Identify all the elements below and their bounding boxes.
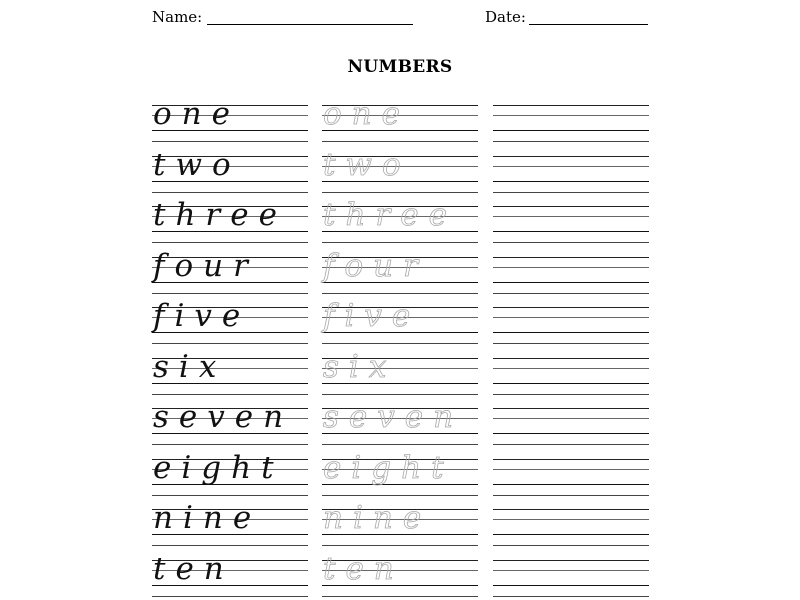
trace-row — [322, 550, 478, 598]
trace-word: seven — [323, 399, 464, 435]
ruled-line — [493, 130, 649, 131]
ruled-line — [493, 418, 649, 419]
ruled-line — [493, 332, 649, 333]
ruled-line — [493, 560, 649, 561]
ruled-line — [493, 307, 649, 308]
ruled-line — [493, 282, 649, 283]
ruled-line — [152, 444, 308, 445]
trace-word: six — [323, 348, 397, 385]
ruled-line — [493, 343, 649, 344]
ruled-line — [322, 293, 478, 294]
model-row — [152, 146, 308, 194]
ruled-line — [493, 433, 649, 434]
trace-word: four — [323, 247, 428, 284]
ruled-line — [493, 519, 649, 520]
ruled-line — [493, 317, 649, 318]
ruled-line — [322, 192, 478, 193]
name-label: Name: — [152, 8, 203, 26]
trace-word: two — [323, 146, 411, 183]
trace-row — [322, 348, 478, 396]
model-row — [152, 247, 308, 295]
ruled-line — [493, 495, 649, 496]
ruled-line — [493, 585, 649, 586]
ruled-line — [493, 596, 649, 597]
ruled-line — [322, 596, 478, 597]
trace-word: eight — [323, 449, 454, 486]
ruled-line — [493, 156, 649, 157]
ruled-line — [493, 459, 649, 460]
ruled-line — [493, 166, 649, 167]
date-underline[interactable] — [529, 24, 648, 25]
model-word: nine — [153, 500, 262, 536]
trace-word: three — [323, 197, 457, 233]
practice-row[interactable] — [493, 204, 649, 244]
ruled-line — [493, 469, 649, 470]
ruled-line — [493, 141, 649, 142]
page-title: NUMBERS — [347, 57, 453, 77]
ruled-line — [152, 141, 308, 142]
trace-row — [322, 146, 478, 194]
ruled-line — [152, 596, 308, 597]
ruled-line — [152, 343, 308, 344]
ruled-line — [493, 368, 649, 369]
model-word: one — [153, 96, 240, 132]
ruled-line — [493, 242, 649, 243]
ruled-line — [152, 293, 308, 294]
practice-lines-column[interactable] — [493, 103, 649, 600]
ruled-line — [493, 192, 649, 193]
model-word: six — [153, 348, 227, 385]
ruled-line — [493, 394, 649, 395]
ruled-line — [493, 444, 649, 445]
ruled-line — [493, 257, 649, 258]
ruled-line — [493, 545, 649, 546]
model-word: three — [153, 197, 287, 233]
ruled-line — [152, 394, 308, 395]
model-word: two — [153, 146, 241, 183]
ruled-line — [152, 545, 308, 546]
ruled-line — [493, 293, 649, 294]
model-row — [152, 449, 308, 497]
ruled-line — [493, 484, 649, 485]
model-row — [152, 96, 308, 143]
ruled-line — [152, 495, 308, 496]
ruled-line — [322, 545, 478, 546]
model-row — [152, 500, 308, 547]
practice-row[interactable] — [493, 103, 649, 143]
model-row — [152, 298, 308, 345]
practice-row[interactable] — [493, 305, 649, 345]
model-row — [152, 348, 308, 396]
trace-word: ten — [323, 550, 404, 587]
ruled-line — [493, 570, 649, 571]
ruled-line — [493, 534, 649, 535]
ruled-line — [493, 267, 649, 268]
ruled-line — [493, 408, 649, 409]
trace-word: nine — [323, 500, 432, 536]
practice-row[interactable] — [493, 406, 649, 446]
ruled-line — [493, 509, 649, 510]
practice-row[interactable] — [493, 507, 649, 547]
ruled-line — [493, 358, 649, 359]
trace-word: five — [323, 298, 421, 334]
name-field[interactable] — [152, 8, 202, 26]
ruled-line — [493, 105, 649, 106]
practice-row[interactable] — [493, 457, 649, 497]
trace-row — [322, 449, 478, 497]
ruled-line — [322, 141, 478, 142]
trace-word: one — [323, 96, 410, 132]
ruled-line — [322, 495, 478, 496]
ruled-line — [152, 242, 308, 243]
trace-row — [322, 247, 478, 295]
practice-row[interactable] — [493, 356, 649, 396]
model-word: four — [153, 247, 258, 284]
model-word: seven — [153, 399, 294, 435]
model-words-column — [152, 96, 308, 600]
ruled-line — [493, 216, 649, 217]
model-word: ten — [153, 550, 234, 587]
date-field[interactable] — [485, 8, 526, 26]
ruled-line — [152, 192, 308, 193]
trace-row — [322, 96, 478, 143]
practice-row[interactable] — [493, 255, 649, 295]
trace-row — [322, 197, 478, 244]
ruled-line — [322, 343, 478, 344]
model-row — [152, 550, 308, 598]
ruled-line — [493, 383, 649, 384]
model-row — [152, 197, 308, 244]
trace-words-column — [322, 96, 478, 600]
trace-row — [322, 399, 478, 446]
model-word: five — [153, 298, 251, 334]
ruled-line — [322, 242, 478, 243]
model-row — [152, 399, 308, 446]
ruled-line — [493, 115, 649, 116]
ruled-line — [493, 206, 649, 207]
practice-row[interactable] — [493, 558, 649, 598]
ruled-line — [322, 394, 478, 395]
name-underline[interactable] — [207, 24, 413, 25]
model-word: eight — [153, 449, 284, 486]
ruled-line — [322, 444, 478, 445]
ruled-line — [493, 231, 649, 232]
trace-row — [322, 500, 478, 547]
trace-row — [322, 298, 478, 345]
ruled-line — [493, 181, 649, 182]
date-label: Date: — [485, 8, 526, 26]
practice-row[interactable] — [493, 154, 649, 194]
